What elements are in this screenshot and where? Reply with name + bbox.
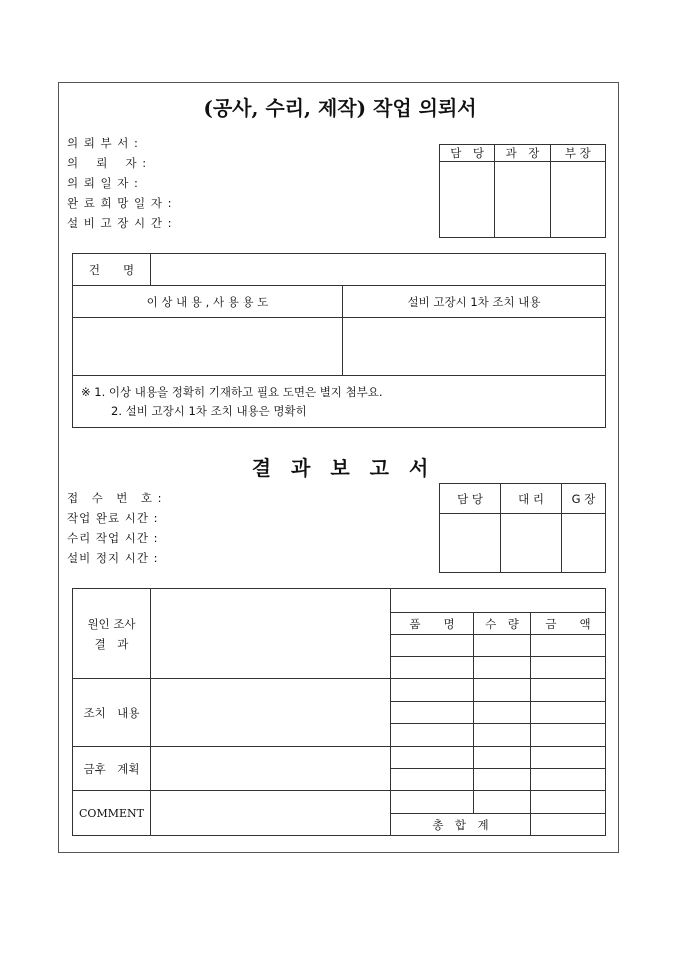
note-2: 2. 설비 고장시 1차 조치 내용은 명확히 <box>111 403 307 418</box>
parts-cell[interactable] <box>531 635 606 657</box>
sign-cell[interactable] <box>562 514 606 573</box>
parts-cell[interactable] <box>474 679 531 702</box>
field-desired-date: 완 료 희 망 일 자 : <box>67 196 173 210</box>
parts-amount-header: 금 액 <box>531 613 606 635</box>
total-amount[interactable] <box>531 814 606 836</box>
parts-cell[interactable] <box>474 657 531 679</box>
parts-cell[interactable] <box>531 724 606 747</box>
approval-manager: 과 장 <box>495 145 550 162</box>
parts-cell[interactable] <box>391 679 474 702</box>
field-stop-time: 설비 정지 시간 : <box>67 551 159 565</box>
parts-top-blank <box>391 589 606 613</box>
first-action-input[interactable] <box>343 318 606 376</box>
subject-input[interactable] <box>151 254 606 286</box>
comment-label: COMMENT <box>73 791 151 836</box>
parts-cell[interactable] <box>391 769 474 791</box>
field-receipt-no: 접 수 번 호 : <box>67 491 163 505</box>
result-table <box>72 588 606 836</box>
sign-cell[interactable] <box>550 162 605 238</box>
result-title: 결 과 보 고 서 <box>251 456 429 480</box>
request-approval-box <box>439 144 606 238</box>
request-title: (공사, 수리, 제작) 작업 의뢰서 <box>203 96 477 120</box>
parts-qty-header: 수 량 <box>474 613 531 635</box>
cause-input[interactable] <box>151 589 391 679</box>
comment-input[interactable] <box>151 791 391 836</box>
parts-cell[interactable] <box>391 635 474 657</box>
parts-cell[interactable] <box>531 702 606 724</box>
parts-cell[interactable] <box>531 747 606 769</box>
parts-cell[interactable] <box>474 769 531 791</box>
result-approval-box <box>439 483 606 573</box>
note-1: ※ 1. 이상 내용을 정확히 기재하고 필요 도면은 별지 첨부요. <box>81 384 383 399</box>
parts-cell[interactable] <box>391 791 474 814</box>
field-request-dept: 의 뢰 부 서 : <box>67 136 139 150</box>
parts-cell[interactable] <box>474 702 531 724</box>
anomaly-input[interactable] <box>73 318 343 376</box>
field-requester: 의 뢰 자 : <box>67 156 148 170</box>
approval-staff: 담 당 <box>440 484 501 514</box>
sign-cell[interactable] <box>440 162 495 238</box>
field-repair-time: 수리 작업 시간 : <box>67 531 159 545</box>
approval-staff: 담 당 <box>440 145 495 162</box>
approval-g-head: G 장 <box>562 484 606 514</box>
parts-cell[interactable] <box>391 724 474 747</box>
field-completion-time: 작업 완료 시간 : <box>67 511 159 525</box>
subject-label: 건 명 <box>73 254 151 286</box>
approval-director: 부 장 <box>550 145 605 162</box>
cause-label: 원인 조사 결 과 <box>73 589 151 679</box>
first-action-header: 설비 고장시 1차 조치 내용 <box>343 286 606 318</box>
plan-label: 금후 계획 <box>73 747 151 791</box>
parts-cell[interactable] <box>531 657 606 679</box>
action-input[interactable] <box>151 679 391 747</box>
approval-deputy: 대 리 <box>501 484 562 514</box>
plan-input[interactable] <box>151 747 391 791</box>
parts-cell[interactable] <box>531 769 606 791</box>
parts-cell[interactable] <box>391 747 474 769</box>
parts-name-header: 품 명 <box>391 613 474 635</box>
parts-cell[interactable] <box>474 635 531 657</box>
anomaly-header: 이 상 내 용 , 사 용 용 도 <box>73 286 343 318</box>
sign-cell[interactable] <box>440 514 501 573</box>
parts-cell[interactable] <box>474 791 531 814</box>
request-table <box>72 253 606 428</box>
total-label: 총 합 계 <box>391 814 531 836</box>
sign-cell[interactable] <box>501 514 562 573</box>
parts-cell[interactable] <box>474 724 531 747</box>
parts-cell[interactable] <box>391 702 474 724</box>
field-request-date: 의 뢰 일 자 : <box>67 176 139 190</box>
parts-cell[interactable] <box>391 657 474 679</box>
field-breakdown-time: 설 비 고 장 시 간 : <box>67 216 173 230</box>
parts-cell[interactable] <box>531 791 606 814</box>
sign-cell[interactable] <box>495 162 550 238</box>
notes <box>73 376 606 428</box>
parts-cell[interactable] <box>474 747 531 769</box>
parts-cell[interactable] <box>531 679 606 702</box>
action-label: 조치 내용 <box>73 679 151 747</box>
